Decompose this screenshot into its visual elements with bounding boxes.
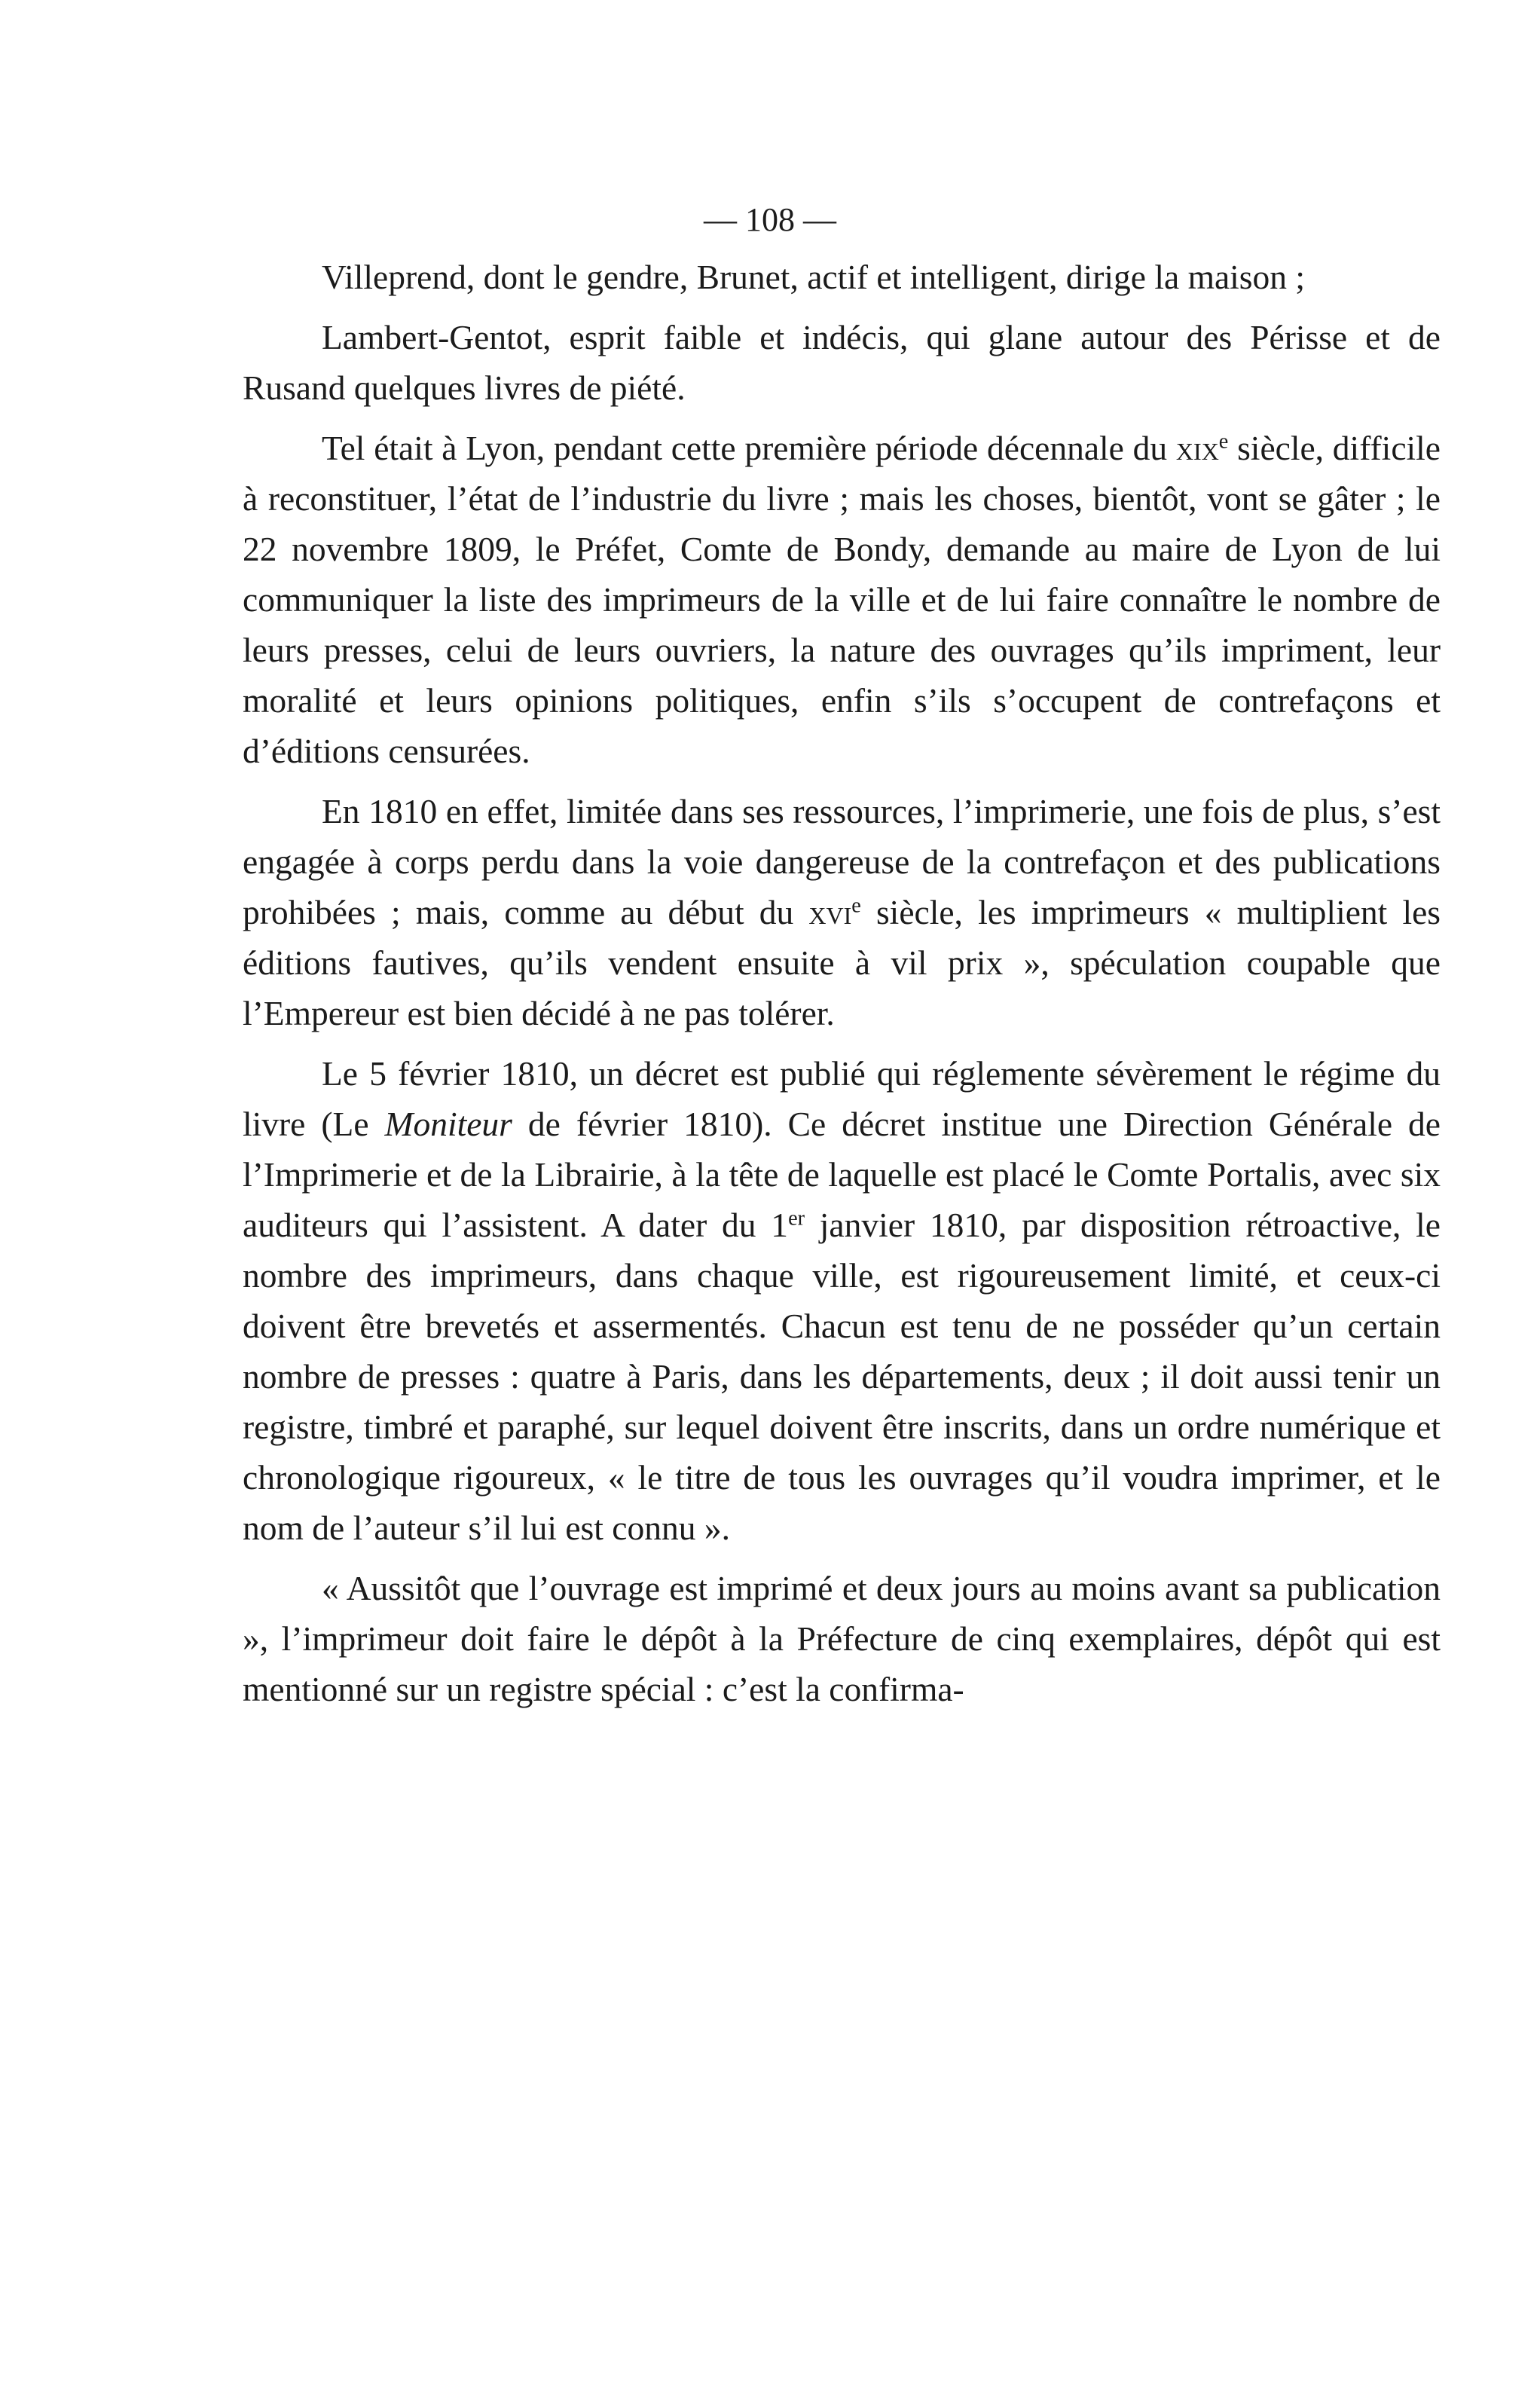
body-text [243,252,1441,1724]
superscript: e [851,894,861,918]
text-run: siècle, difficile à reconstituer, l’état de l’industrie du livre ; mais les choses, bientôt, vont se gâter ; le 22 novembre 1809, le Préfet, Comte de Bondy, demande au maire de Lyon de lui communiquer la liste des imprimeurs de la ville et de lui faire connaître le nombre de leurs presses, celui de leurs ouvriers, la nature des ouvrages qu’ils impriment, leur moralité et leurs opinions politiques, enfin s’ils s’occupent de contrefaçons et d’éditions censurées. [243,429,1441,770]
text-run: En 1810 en effet, limitée dans ses ressources, l’imprimerie, une fois de plus, s’est engagée à corps perdu dans la voie dangereuse de la contrefaçon et des publications prohibées ; mais, comme au début du [243,792,1441,931]
page-number: — 108 — [704,201,836,238]
text-run: siècle, les imprimeurs « multiplient les éditions fautives, qu’ils vendent ensuite à vil prix », spéculation coupable que l’Empereur est bien décidé à ne pas tolérer. [243,893,1441,1032]
paragraph-lyon-1809 [243,423,1441,776]
century-numeral: xix [1175,429,1219,467]
italic-title: Moniteur [384,1105,512,1143]
superscript: e [1218,430,1229,454]
text-run: Tel était à Lyon, pendant cette première période décennale du [322,429,1176,467]
paragraph-villeprend: Villeprend, dont le gendre, Brunet, actif et intelligent, dirige la maison ; [322,258,1306,296]
superscript: er [788,1206,805,1231]
text-run: de février 1810). Ce décret institue une Direction Générale de l’Imprimerie et de la Librairie, à la tête de laquelle est placé le Comte Portalis, avec six auditeurs qui l’assistent. A dater du 1 [243,1105,1441,1244]
paragraph-lambert-gentot: Lambert-Gentot, esprit faible et indécis, qui glane autour des Périsse et de Rusand quelques livres de piété. [243,318,1441,407]
text-run: Le 5 février 1810, un décret est publié qui réglemente sévèrement le régime du livre (Le [243,1054,1441,1143]
century-numeral: xvi [808,893,852,931]
paragraph-depot: « Aussitôt que l’ouvrage est imprimé et deux jours au moins avant sa publication », l’imprimeur doit faire le dépôt à la Préfecture de cinq exemplaires, dépôt qui est mentionné sur un registre spécial : c’est la confirma- [243,1569,1441,1708]
text-run: janvier 1810, par disposition rétroactive, le nombre des imprimeurs, dans chaque ville, est rigoureusement limité, et ceux-ci doivent être brevetés et assermentés. Chacun est tenu de ne posséder qu’un certain nombre de presses : quatre à Paris, dans les départements, deux ; il doit aussi tenir un registre, timbré et paraphé, sur lequel doivent être inscrits, dans un ordre numérique et chronologique rigoureux, « le titre de tous les ouvrages qu’il voudra imprimer, et le nom de l’auteur s’il lui est connu ». [243,1206,1441,1547]
paragraph-decret-1810 [243,1048,1441,1553]
paragraph-1810-contrefacon [243,786,1441,1038]
